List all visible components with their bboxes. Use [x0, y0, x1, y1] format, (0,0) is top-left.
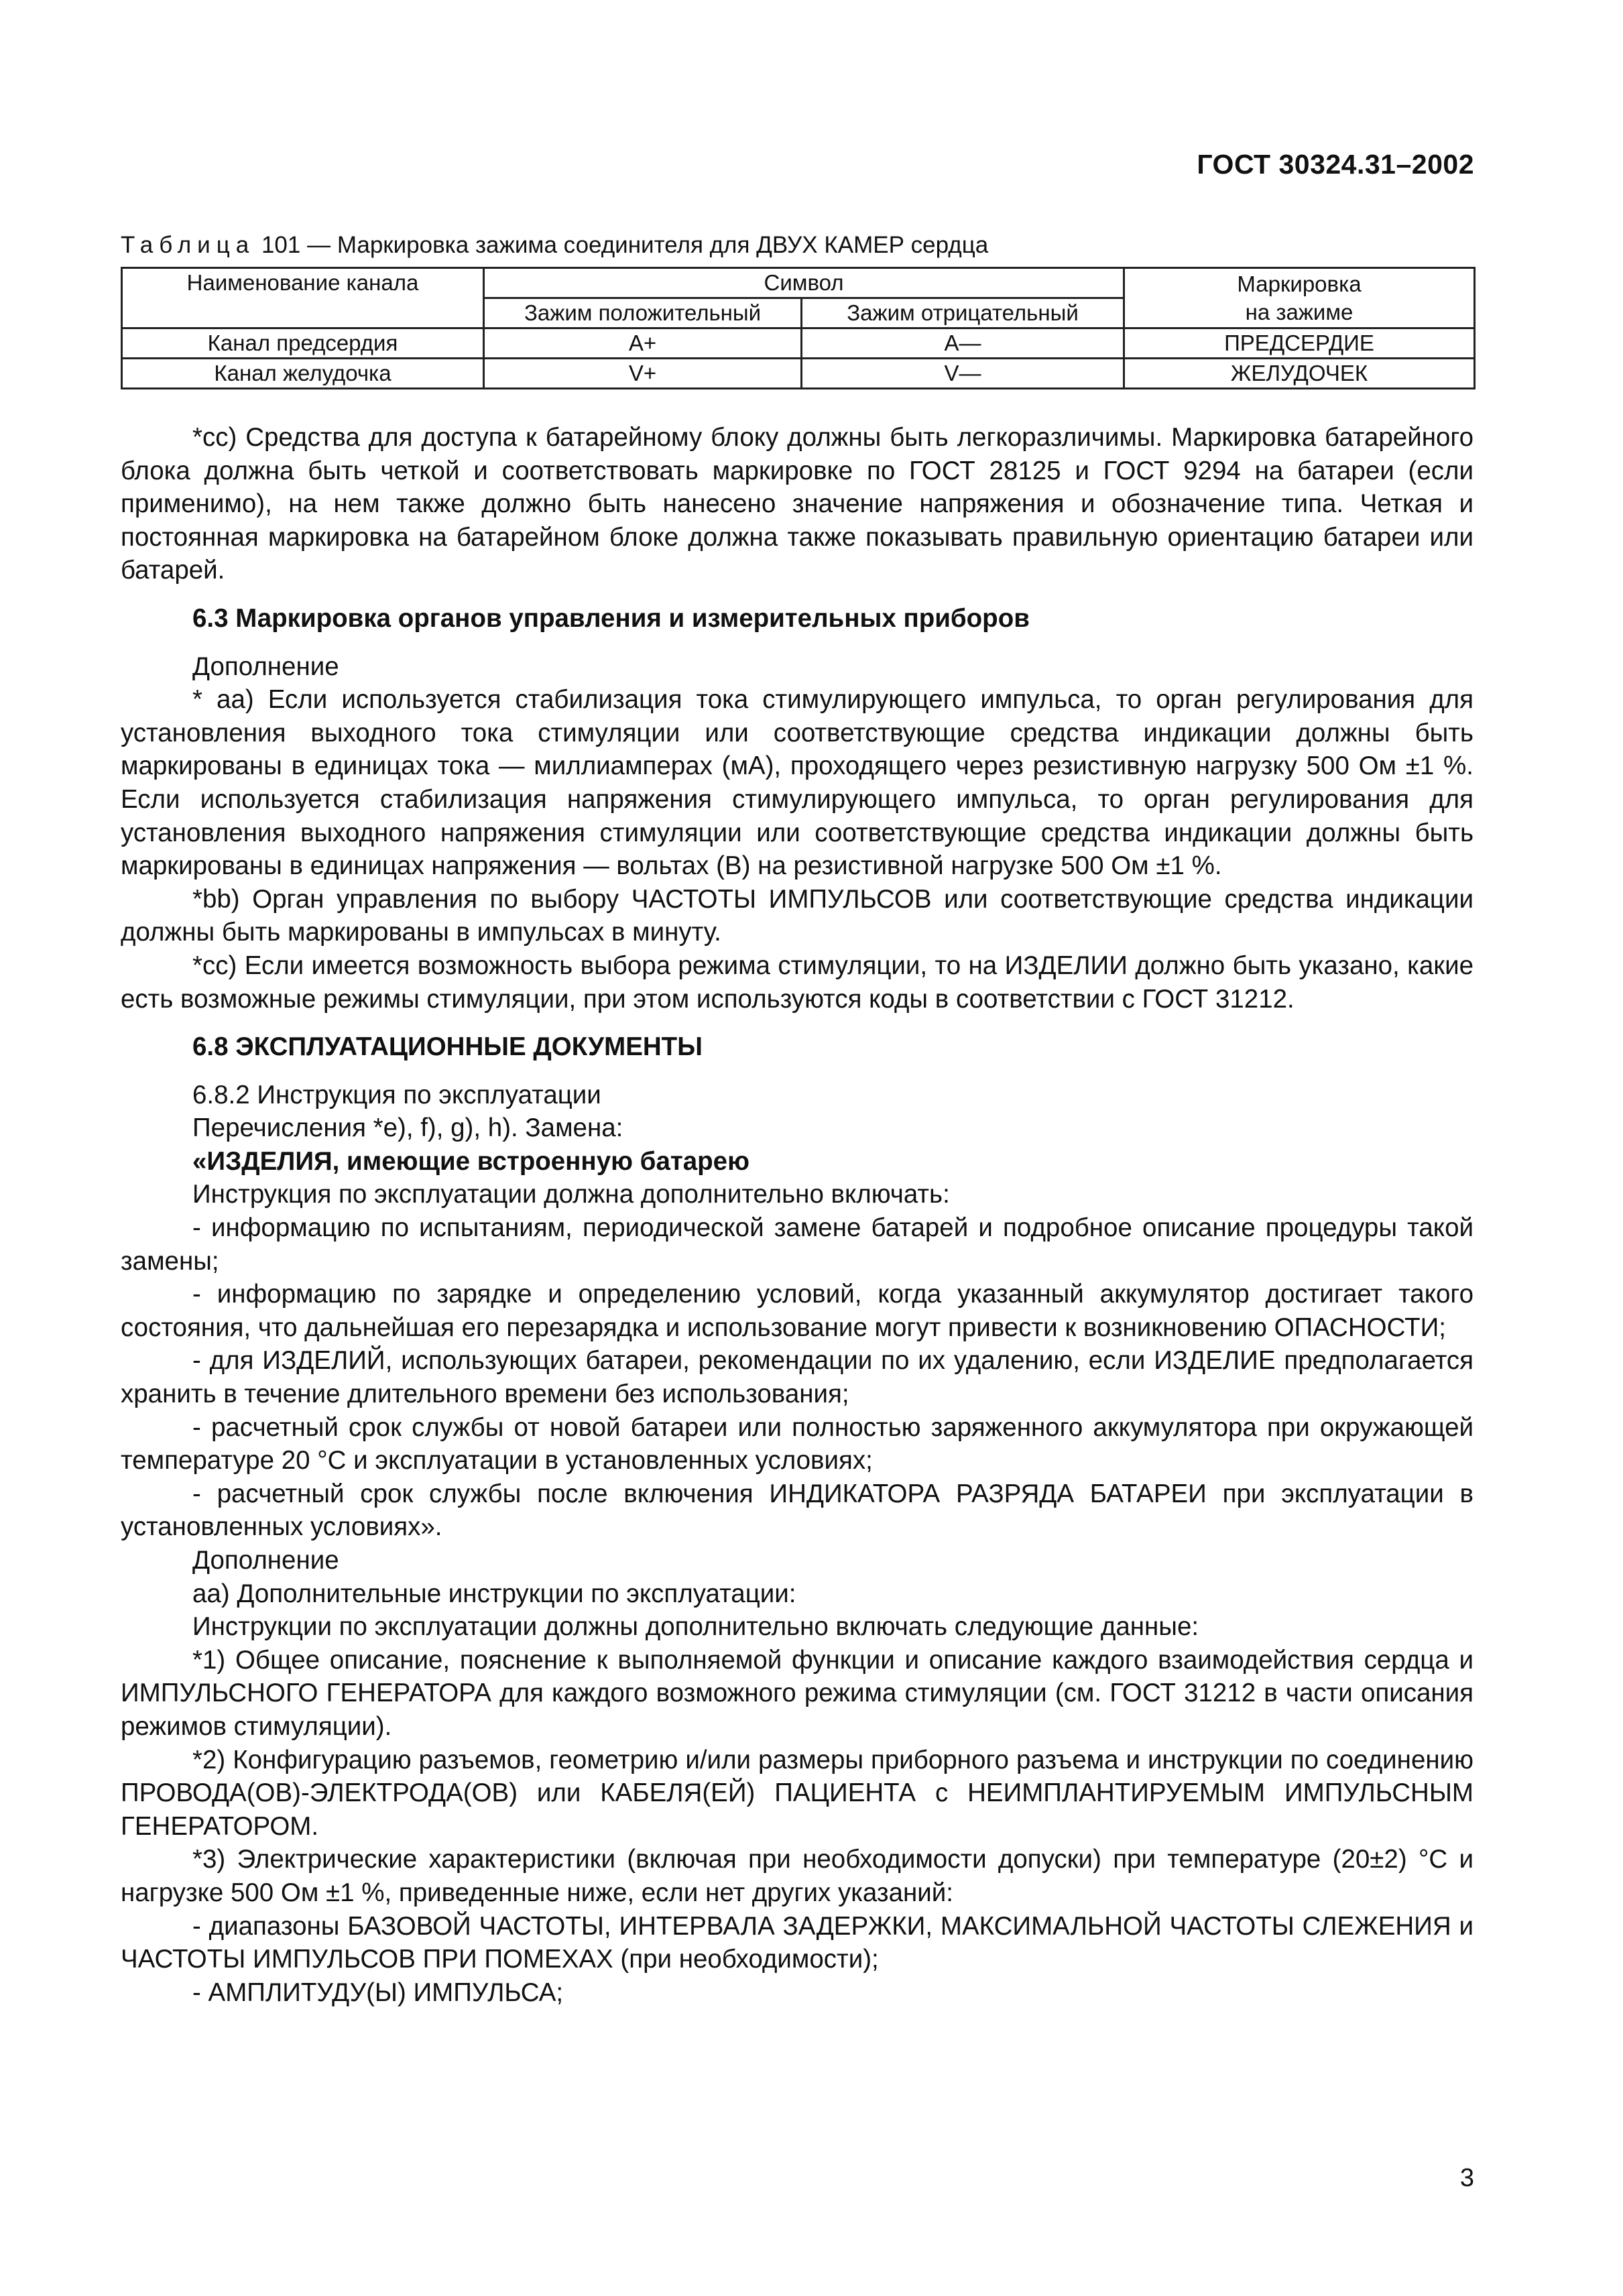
list-item: - информацию по зарядке и определению условий, когда указанный аккумулятор достигает такого состояния, что дальнейшая его перезарядка и использование могут привести к возникновению ОПАСНОСТИ; [121, 1280, 1474, 1342]
table-caption [121, 232, 988, 259]
cell-negative: A— [802, 328, 1124, 359]
table-header-row [122, 268, 1475, 298]
table-row [122, 328, 1475, 359]
section-heading-6-3: 6.3 Маркировка органов управления и измерительных приборов [192, 603, 1030, 633]
table-caption-text: 101 — Маркировка зажима соединителя для ДВУХ КАМЕР сердца [261, 232, 989, 258]
cell-negative: V— [802, 359, 1124, 389]
standard-code: ГОСТ 30324.31–2002 [1197, 149, 1474, 180]
section-heading-6-8: 6.8 ЭКСПЛУАТАЦИОННЫЕ ДОКУМЕНТЫ [192, 1032, 703, 1062]
page-number: 3 [1459, 2164, 1474, 2192]
list-item: - диапазоны БАЗОВОЙ ЧАСТОТЫ, ИНТЕРВАЛА ЗАДЕРЖКИ, МАКСИМАЛЬНОЙ ЧАСТОТЫ СЛЕЖЕНИЯ и ЧАСТОТЫ ИМПУЛЬСОВ ПРИ ПОМЕХАХ (при необходимости); [121, 1911, 1474, 1974]
header-symbol: Символ [484, 268, 1124, 298]
paragraph: Дополнение [192, 1546, 339, 1575]
cell-channel: Канал предсердия [122, 328, 484, 359]
paragraph: *bb) Орган управления по выбору ЧАСТОТЫ ИМПУЛЬСОВ или соответствующие средства индикации должны быть маркированы в импульсах в минуту. [121, 884, 1474, 947]
paragraph: Инструкции по эксплуатации должны дополнительно включать следующие данные: [192, 1612, 1199, 1642]
paragraph: Перечисления *e), f), g), h). Замена: [192, 1113, 623, 1143]
list-item: - информацию по испытаниям, периодической замене батарей и подробное описание процедуры такой замены; [121, 1213, 1474, 1276]
paragraph-bold: «ИЗДЕЛИЯ, имеющие встроенную батарею [192, 1146, 749, 1176]
paragraph: *2) Конфигурацию разъемов, геометрию и/или размеры приборного разъема и инструкции по соединению ПРОВОДА(ОВ)-ЭЛЕКТРОДА(ОВ) или КАБЕЛЯ(ЕЙ) ПАЦИЕНТА с НЕИМПЛАНТИРУЕМЫМ ИМПУЛЬСНЫМ ГЕНЕРАТОРОМ. [121, 1745, 1474, 1841]
list-item: - расчетный срок службы от новой батареи или полностью заряженного аккумулятора при окружающей температуре 20 °С и эксплуатации в установленных условиях; [121, 1412, 1474, 1475]
paragraph: Дополнение [192, 652, 339, 681]
paragraph: aa) Дополнительные инструкции по эксплуатации: [192, 1579, 796, 1608]
paragraph: *3) Электрические характеристики (включая при необходимости допуски) при температуре (20±2) °С и нагрузке 500 Ом ±1 %, приведенные ниже, если нет других указаний: [121, 1845, 1474, 1907]
header-negative: Зажим отрицательный [802, 298, 1124, 328]
list-item: - для ИЗДЕЛИЙ, использующих батареи, рекомендации по их удалению, если ИЗДЕЛИЕ предполагается хранить в течение длительного времени без использования; [121, 1346, 1474, 1409]
paragraph: *cc) Средства для доступа к батарейному блоку должны быть легкоразличимы. Маркировка батарейного блока должна быть четкой и соответствовать маркировке по ГОСТ 28125 и ГОСТ 9294 на батареи (если применимо), на нем также должно быть нанесено значение напряжения и обозначение типа. Четкая и постоянная маркировка на батарейном блоке должна также показывать правильную ориентацию батареи или батарей. [121, 423, 1474, 585]
table-row [122, 359, 1475, 389]
cell-positive: A+ [484, 328, 802, 359]
connector-marking-table [121, 267, 1476, 389]
list-item: - АМПЛИТУДУ(Ы) ИМПУЛЬСА; [192, 1978, 564, 2007]
paragraph: *1) Общее описание, пояснение к выполняемой функции и описание каждого взаимодействия сердца и ИМПУЛЬСНОГО ГЕНЕРАТОРА для каждого возможного режима стимуляции (см. ГОСТ 31212 в части описания режимов стимуляции). [121, 1645, 1474, 1741]
header-channel: Наименование канала [122, 268, 484, 328]
list-item: - расчетный срок службы после включения ИНДИКАТОРА РАЗРЯДА БАТАРЕИ при эксплуатации в установленных условиях». [121, 1479, 1474, 1542]
header-marking: Маркировка на зажиме [1124, 268, 1475, 328]
cell-marking: ЖЕЛУДОЧЕК [1124, 359, 1475, 389]
paragraph: * aa) Если используется стабилизация тока стимулирующего импульса, то орган регулирования для установления выходного тока стимуляции или соответствующие средства индикации должны быть маркированы в единицах тока — миллиамперах (мА), проходящего через резистивную нагрузку 500 Ом ±1 %. Если используется стабилизация напряжения стимулирующего импульса, то орган регулирования для установления выходного напряжения стимуляции или соответствующие средства индикации должны быть маркированы в единицах напряжения — вольтах (В) на резистивной нагрузке 500 Ом ±1 %. [121, 685, 1474, 881]
paragraph: Инструкция по эксплуатации должна дополнительно включать: [192, 1180, 950, 1209]
cell-marking: ПРЕДСЕРДИЕ [1124, 328, 1475, 359]
cell-positive: V+ [484, 359, 802, 389]
paragraph: *cc) Если имеется возможность выбора режима стимуляции, то на ИЗДЕЛИИ должно быть указано, какие есть возможные режимы стимуляции, при этом используются коды в соответствии с ГОСТ 31212. [121, 951, 1474, 1014]
cell-channel: Канал желудочка [122, 359, 484, 389]
paragraph: 6.8.2 Инструкция по эксплуатации [192, 1080, 601, 1109]
table-caption-word: Таблица [121, 232, 255, 258]
body-text [121, 421, 1474, 2009]
header-positive: Зажим положительный [484, 298, 802, 328]
